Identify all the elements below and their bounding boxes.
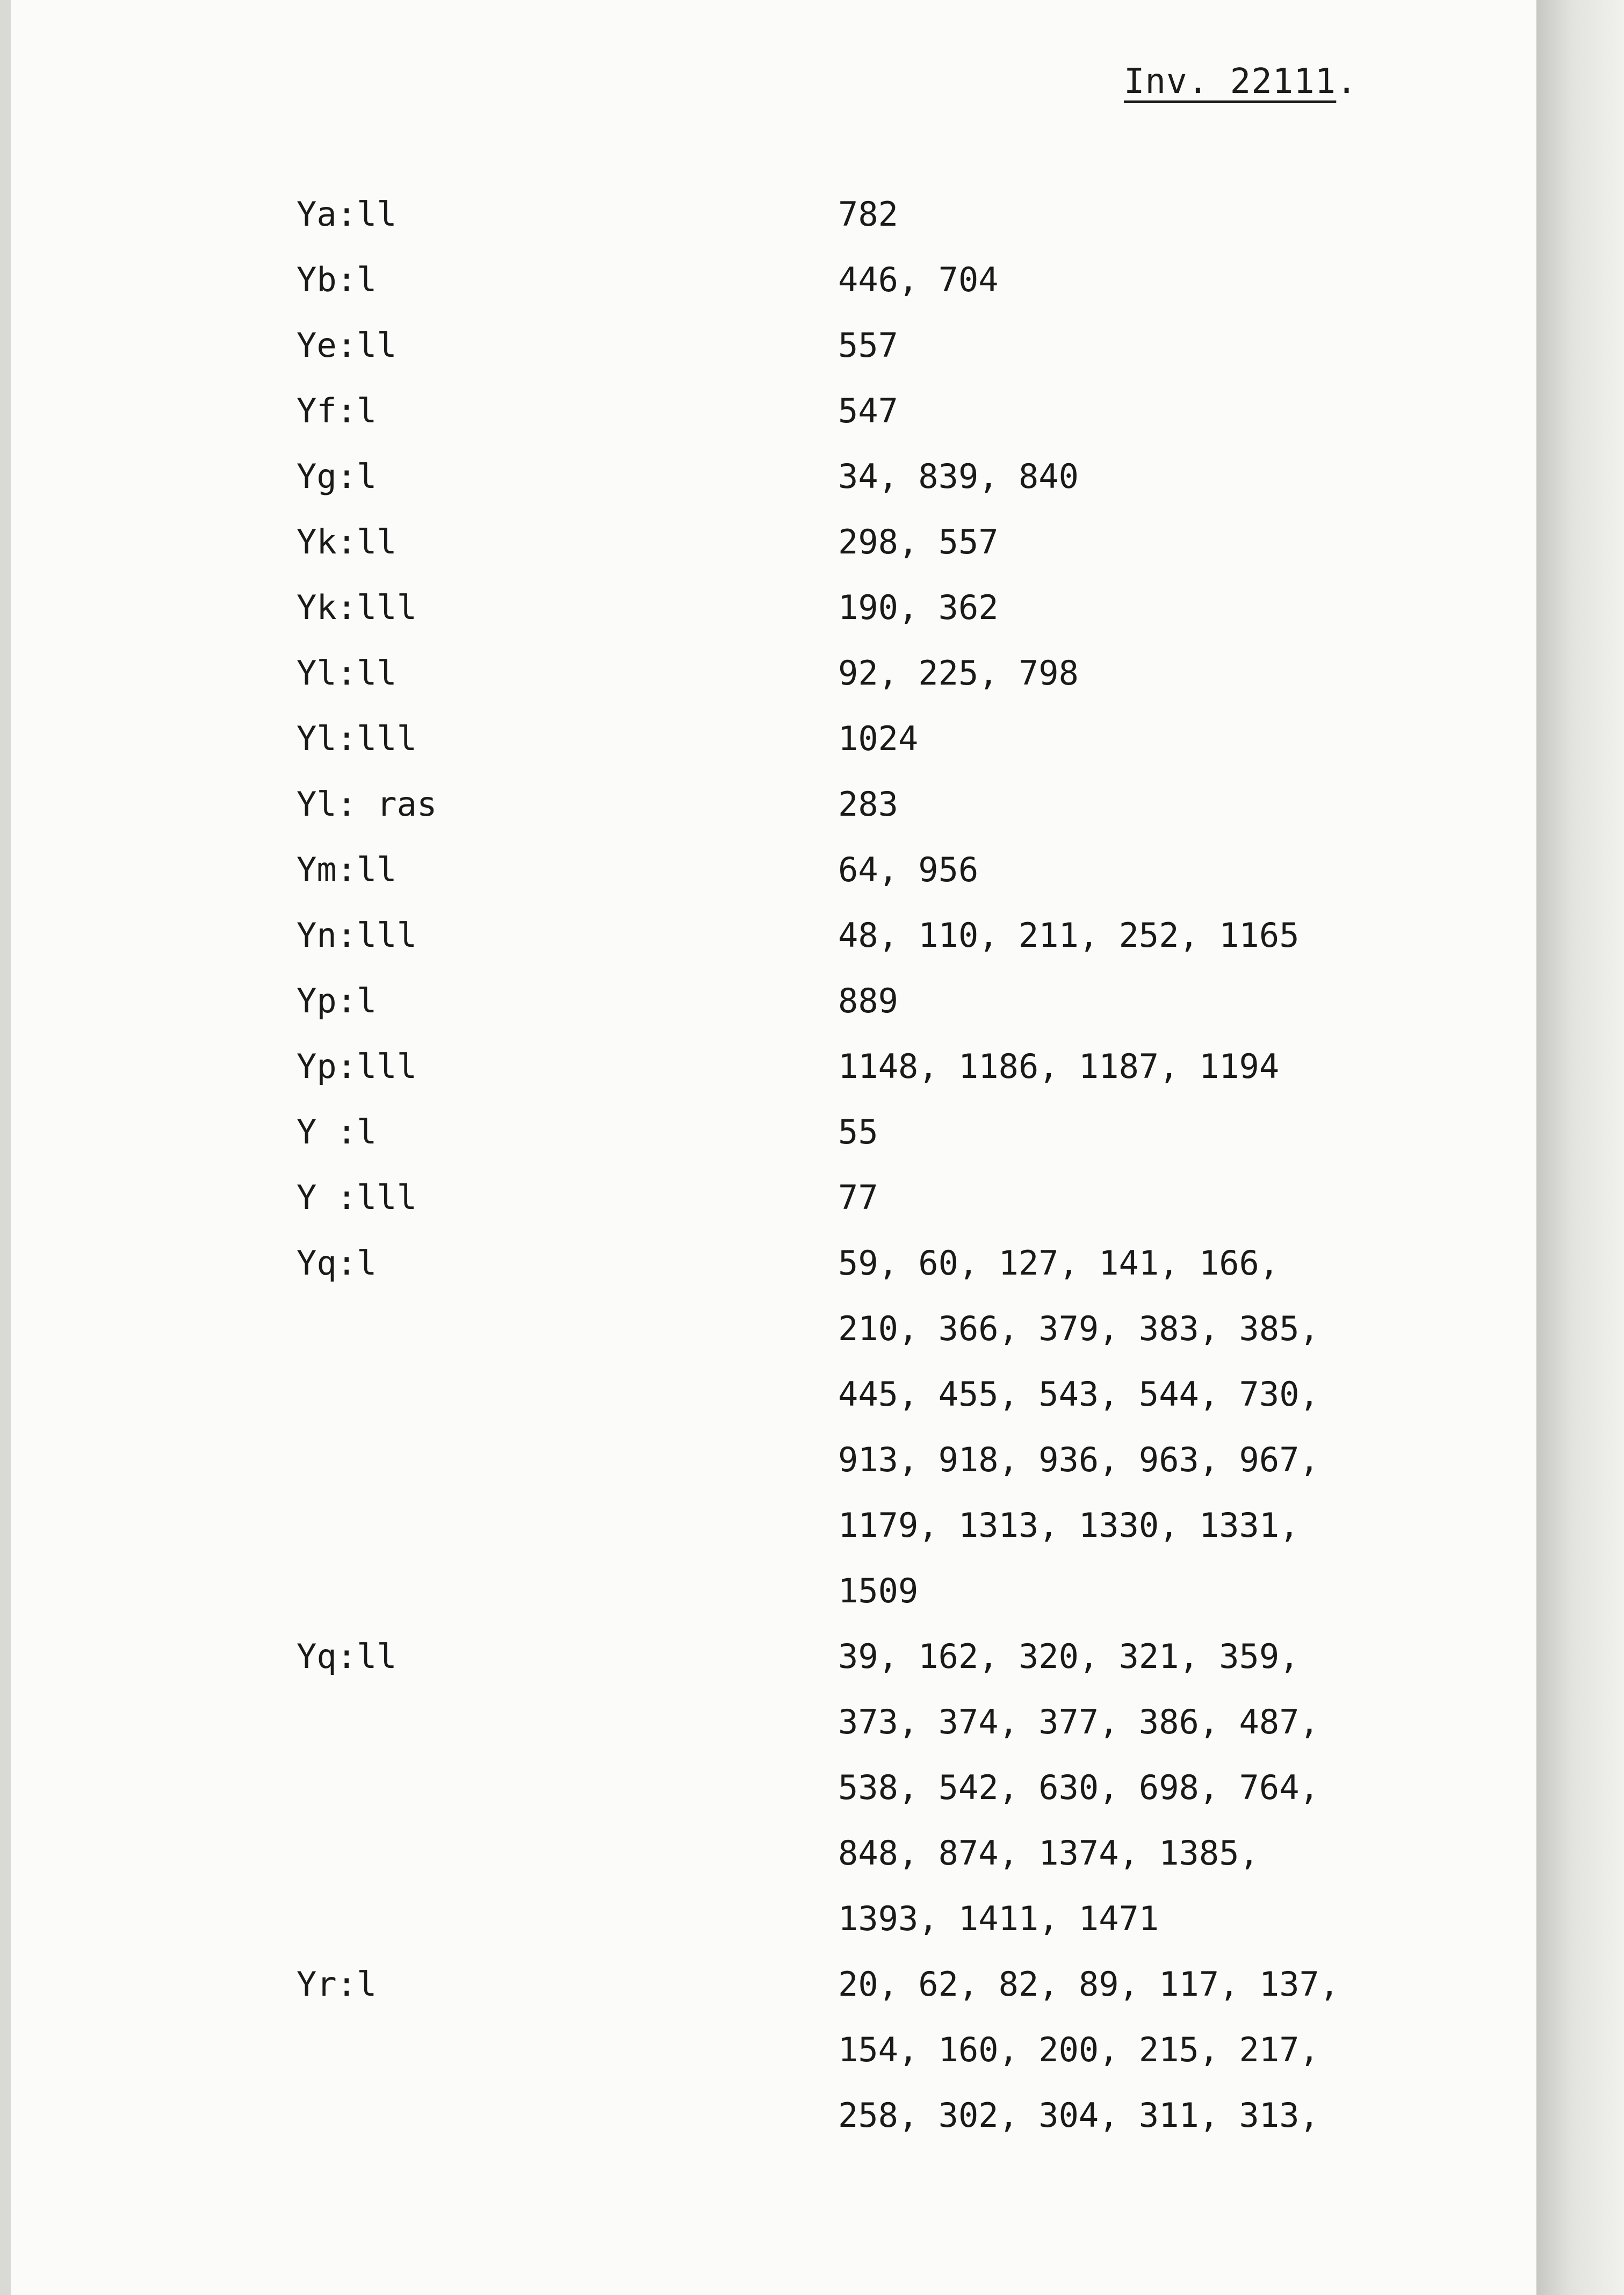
entry-number-line: 190, 362: [838, 588, 999, 627]
inventory-number-dot: .: [1336, 62, 1358, 102]
entry-numbers: [838, 575, 1536, 641]
entry-number-line: 39, 162, 320, 321, 359,: [838, 1637, 1300, 1676]
entry-numbers: [838, 509, 1536, 575]
index-entry: [11, 182, 1536, 247]
entry-numbers: [838, 247, 1536, 313]
entry-number-line: 210, 366, 379, 383, 385,: [838, 1309, 1319, 1348]
entry-numbers: [838, 1231, 1536, 1624]
entry-code: Yf:l: [297, 391, 377, 430]
index-entry: [11, 1099, 1536, 1165]
entry-number-line: 154, 160, 200, 215, 217,: [838, 2030, 1319, 2069]
entry-number-line: 1024: [838, 719, 919, 758]
entry-number-line: 298, 557: [838, 522, 999, 562]
entry-number-line: 92, 225, 798: [838, 653, 1079, 693]
entry-numbers: [838, 444, 1536, 509]
entry-numbers: [838, 182, 1536, 247]
entry-code: Yn:lll: [297, 916, 417, 955]
index-entry: [11, 968, 1536, 1034]
entry-numbers: [838, 968, 1536, 1034]
entry-number-line: 538, 542, 630, 698, 764,: [838, 1768, 1319, 1807]
entry-numbers: [838, 903, 1536, 968]
document-page: [11, 0, 1536, 2295]
entry-code: Ya:ll: [297, 195, 397, 234]
entry-code: Yk:ll: [297, 522, 397, 562]
index-entry: [11, 1231, 1536, 1624]
entry-code: Yl:ll: [297, 653, 397, 693]
entry-numbers: [838, 1165, 1536, 1231]
entry-numbers: [838, 313, 1536, 378]
index-entry: [11, 903, 1536, 968]
index-entry: [11, 772, 1536, 837]
index-entry: [11, 509, 1536, 575]
index-entry: [11, 1034, 1536, 1099]
entry-number-line: 913, 918, 936, 963, 967,: [838, 1440, 1319, 1479]
index-entry: [11, 444, 1536, 509]
index-entry: [11, 575, 1536, 641]
inventory-number: [1124, 62, 1358, 102]
entry-numbers: [838, 837, 1536, 903]
entry-number-line: 446, 704: [838, 260, 999, 299]
entry-code: Y :lll: [297, 1178, 417, 1217]
index-entry: [11, 706, 1536, 772]
index-entry: [11, 1624, 1536, 1952]
entry-code: Yq:ll: [297, 1637, 397, 1676]
entry-number-line: 782: [838, 195, 898, 234]
entry-number-line: 848, 874, 1374, 1385,: [838, 1833, 1259, 1873]
entry-number-line: 889: [838, 981, 898, 1020]
entry-code: Yg:l: [297, 457, 377, 496]
index-entry: [11, 837, 1536, 903]
entry-code: Yb:l: [297, 260, 377, 299]
index-entry: [11, 247, 1536, 313]
entry-number-line: 48, 110, 211, 252, 1165: [838, 916, 1300, 955]
entry-number-line: 1179, 1313, 1330, 1331,: [838, 1506, 1300, 1545]
entry-code: Ye:ll: [297, 326, 397, 365]
entry-number-line: 547: [838, 391, 898, 430]
entry-number-line: 1148, 1186, 1187, 1194: [838, 1047, 1280, 1086]
entry-numbers: [838, 706, 1536, 772]
entry-code: Yr:l: [297, 1965, 377, 2004]
entry-numbers: [838, 1624, 1536, 1952]
entry-numbers: [838, 641, 1536, 706]
entry-number-line: 1393, 1411, 1471: [838, 1899, 1159, 1938]
entry-number-line: 55: [838, 1112, 878, 1152]
entry-number-line: 557: [838, 326, 898, 365]
entry-code: Yl:lll: [297, 719, 417, 758]
entry-numbers: [838, 772, 1536, 837]
entry-code: Y :l: [297, 1112, 377, 1152]
entry-code: Yp:l: [297, 981, 377, 1020]
scan-margin: [1536, 0, 1624, 2295]
entry-code: Yl: ras: [297, 785, 437, 824]
entry-numbers: [838, 1099, 1536, 1165]
index-table: [11, 182, 1536, 2148]
index-entry: [11, 313, 1536, 378]
entry-code: Yq:l: [297, 1243, 377, 1283]
entry-number-line: 77: [838, 1178, 878, 1217]
entry-number-line: 20, 62, 82, 89, 117, 137,: [838, 1965, 1340, 2004]
entry-numbers: [838, 378, 1536, 444]
inventory-number-text: Inv. 22111: [1124, 62, 1337, 102]
entry-code: Yp:lll: [297, 1047, 417, 1086]
entry-code: Ym:ll: [297, 850, 397, 889]
index-entry: [11, 378, 1536, 444]
entry-number-line: 1509: [838, 1571, 919, 1610]
index-entry: [11, 1952, 1536, 2148]
entry-number-line: 373, 374, 377, 386, 487,: [838, 1702, 1319, 1742]
index-entry: [11, 1165, 1536, 1231]
entry-number-line: 258, 302, 304, 311, 313,: [838, 2096, 1319, 2135]
entry-number-line: 34, 839, 840: [838, 457, 1079, 496]
entry-numbers: [838, 1034, 1536, 1099]
entry-numbers: [838, 1952, 1536, 2148]
entry-number-line: 64, 956: [838, 850, 979, 889]
entry-code: Yk:lll: [297, 588, 417, 627]
entry-number-line: 59, 60, 127, 141, 166,: [838, 1243, 1280, 1283]
index-entry: [11, 641, 1536, 706]
entry-number-line: 283: [838, 785, 898, 824]
entry-number-line: 445, 455, 543, 544, 730,: [838, 1375, 1319, 1414]
